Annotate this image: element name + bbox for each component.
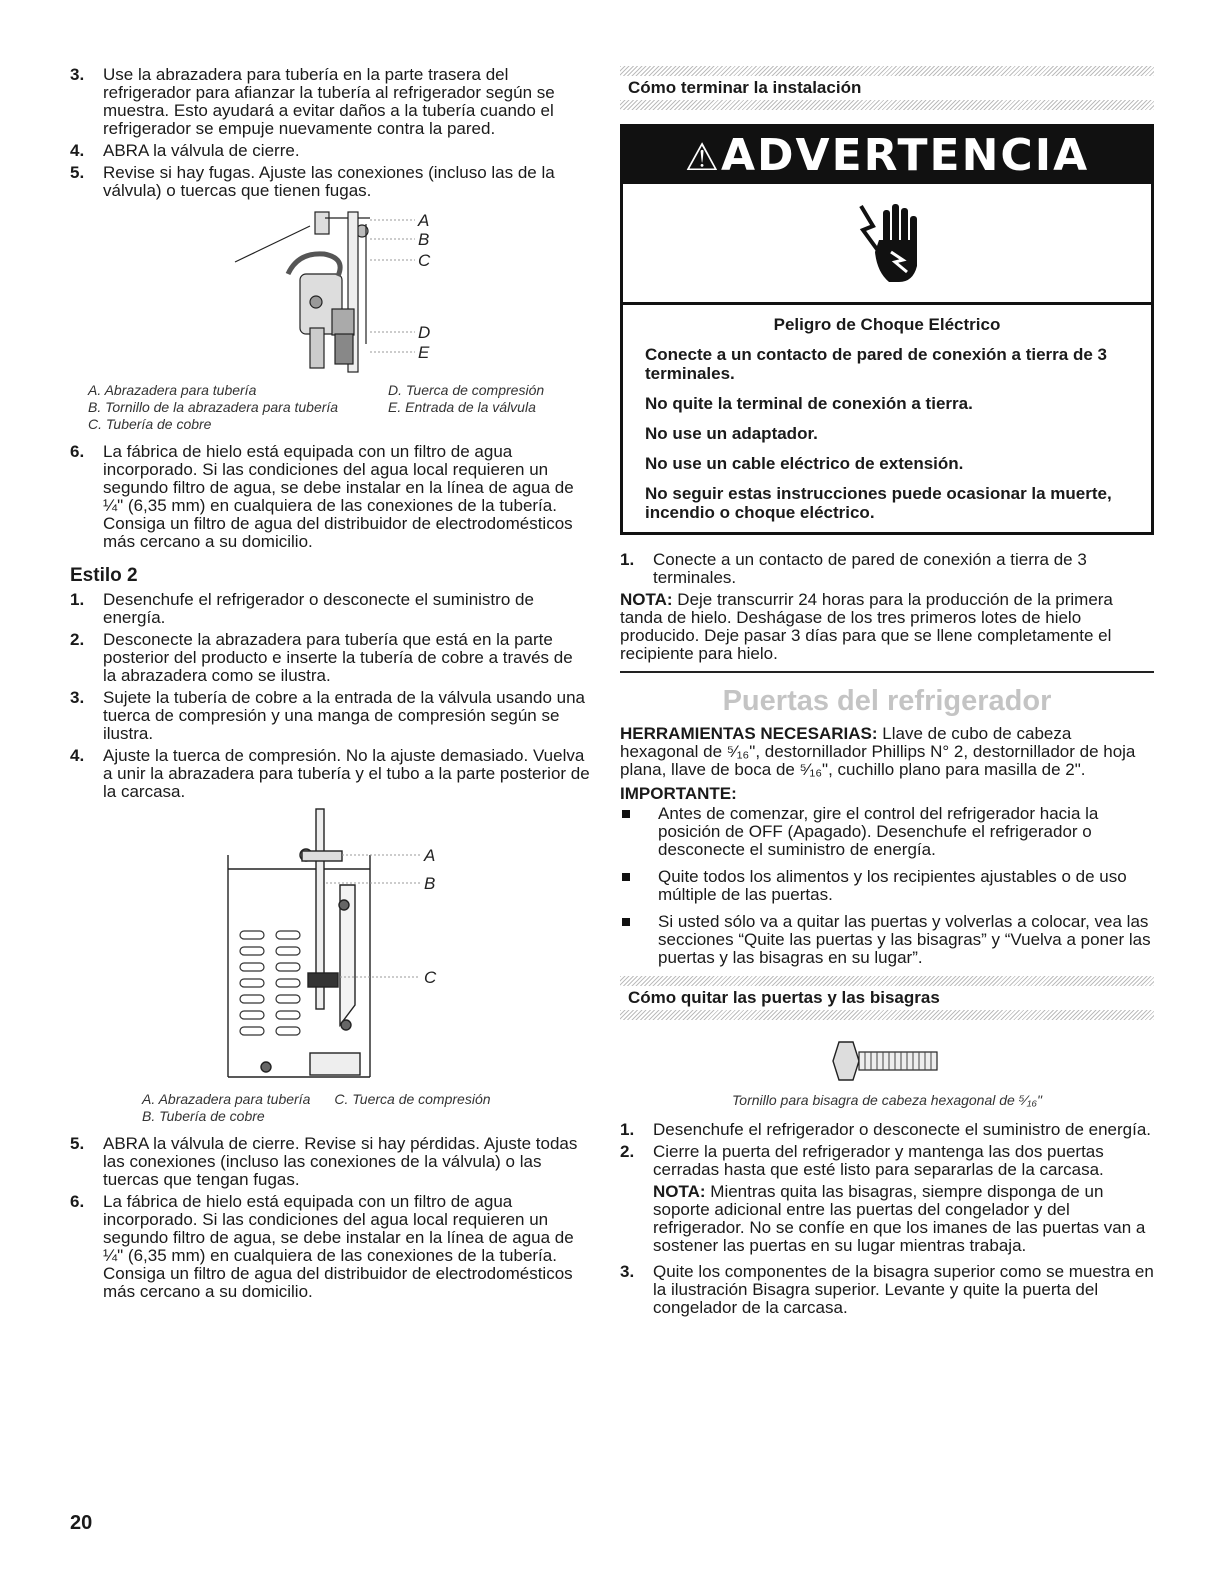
- list-item: [70, 631, 590, 685]
- list-item: [70, 1135, 590, 1189]
- estilo2-heading: Estilo 2: [70, 565, 138, 586]
- note2-label: NOTA:: [653, 1182, 706, 1201]
- section-rule: [620, 671, 1154, 673]
- step-text: La fábrica de hielo está equipada con un filtro de agua incorporado. Si las condiciones del agua local requieren un segundo filtro de agua, se debe instalar en la línea de agua de ¼" (6,35 mm) en cualquiera de las conexiones de la tubería. Consiga un filtro de agua del distribuidor de electrodomésticos más cercano a su domicilio.: [103, 442, 574, 551]
- caption-e: E. Entrada de la válvula: [388, 399, 536, 415]
- step-text: Desenchufe el refrigerador o desconecte el suministro de energía.: [103, 590, 534, 627]
- figure2-label-b: B: [424, 874, 436, 893]
- steps-list-remove-3: [620, 1263, 1154, 1317]
- figure1-captions: [70, 382, 590, 433]
- list-item: [620, 868, 1154, 904]
- list-item: [620, 805, 1154, 859]
- bullet-square-icon: [622, 810, 630, 818]
- caption-a: A. Abrazadera para tubería: [142, 1091, 311, 1107]
- list-item: [70, 689, 590, 743]
- figure-label-e: E: [418, 343, 430, 362]
- list-item: [620, 1121, 1154, 1139]
- note2-text: Mientras quita las bisagras, siempre disponga de un soporte adicional entre las puertas del congelador y del refrigerador. No se confíe en que los imanes de las puertas van a sostener las puertas en su lugar mientras trabaja.: [653, 1182, 1146, 1255]
- tools-paragraph: [620, 725, 1154, 779]
- warning-line: Conecte a un contacto de pared de conexión a tierra de 3 terminales.: [645, 345, 1107, 383]
- left-column: [70, 66, 590, 1305]
- step-text: ABRA la válvula de cierre. Revise si hay pérdidas. Ajuste todas las conexiones (incluso las conexiones de la válvula) o las tuercas que tengan fugas.: [103, 1134, 578, 1189]
- page-number: 20: [70, 1512, 93, 1534]
- figure-label-d: D: [418, 323, 431, 342]
- caption-a: A. Abrazadera para tubería: [88, 382, 257, 398]
- steps-list-a: [70, 66, 590, 200]
- section-title-doors: Puertas del refrigerador: [722, 685, 1052, 717]
- step-number: 6.: [70, 1192, 85, 1211]
- tools-text: Llave de cubo de cabeza hexagonal de ⁵⁄₁₆", destornillador Phillips N° 2, destornillador de hoja plana, llave de boca de ⁵⁄₁₆", cuchillo plano para masilla de 2".: [620, 724, 1136, 779]
- tools-label: HERRAMIENTAS NECESARIAS:: [620, 724, 878, 743]
- steps-list-remove: [620, 1121, 1154, 1179]
- step-number: 3.: [70, 65, 85, 84]
- hatch-divider: [620, 1010, 1154, 1020]
- screw-caption: Tornillo para bisagra de cabeza hexagonal de ⁵⁄₁₆": [732, 1092, 1042, 1108]
- list-item: [70, 1193, 590, 1301]
- list-item: [70, 443, 590, 551]
- steps-list-c: [70, 1135, 590, 1301]
- step-number: 3.: [620, 1262, 635, 1281]
- electric-shock-hand-icon: [855, 200, 925, 286]
- step-number: 1.: [620, 1120, 635, 1139]
- step-number: 4.: [70, 141, 85, 160]
- shock-hazard-icon-box: [623, 184, 1151, 305]
- note-text: Deje transcurrir 24 horas para la producción de la primera tanda de hielo. Deshágase de los tres primeros lotes de hielo producido. Deje pasar 3 días para que se llene completamente el recipiente para hielo.: [620, 590, 1113, 663]
- figure-label-c: C: [418, 251, 431, 270]
- step-text: Use la abrazadera para tubería en la parte trasera del refrigerador para afianzar la tubería al refrigerador según se muestra. Esto ayudará a evitar daños a la tubería cuando el refrigerador se empuje nuevamente contra la pared.: [103, 65, 555, 138]
- step-number: 5.: [70, 163, 85, 182]
- step-text: Conecte a un contacto de pared de conexión a tierra de 3 terminales.: [653, 550, 1087, 587]
- warning-line: No quite la terminal de conexión a tierra.: [645, 394, 973, 413]
- caption-b: B. Tornillo de la abrazadera para tubería: [88, 399, 339, 415]
- step-number: 6.: [70, 442, 85, 461]
- list-item: [70, 142, 590, 160]
- important-label: IMPORTANTE:: [620, 784, 737, 803]
- steps-list-6: [70, 443, 590, 551]
- list-item: [620, 551, 1154, 587]
- right-column: [620, 66, 1154, 1321]
- hex-head-screw-icon: [827, 1036, 947, 1086]
- list-item: [70, 591, 590, 627]
- warning-triangle-icon: ⚠: [684, 135, 721, 179]
- note-paragraph: [620, 591, 1154, 663]
- step-text: Revise si hay fugas. Ajuste las conexiones (incluso las de la válvula) o tuercas que tienen fugas.: [103, 163, 555, 200]
- bullet-text: Si usted sólo va a quitar las puertas y volverlas a colocar, vea las secciones “Quite las puertas y las bisagras” y “Vuelva a poner las puertas y las bisagras en su lugar”.: [658, 912, 1151, 967]
- figure2-label-a: A: [424, 846, 436, 865]
- caption-d: D. Tuerca de compresión: [388, 382, 545, 398]
- list-item: [620, 1263, 1154, 1317]
- warning-box: [620, 124, 1154, 535]
- valve-clamp-figure: [70, 204, 590, 376]
- step-text: Desenchufe el refrigerador o desconecte el suministro de energía.: [653, 1120, 1152, 1139]
- step-number: 2.: [70, 630, 85, 649]
- list-item: [70, 747, 590, 801]
- bullet-text: Antes de comenzar, gire el control del refrigerador hacia la posición de OFF (Apagado). Desenchufe el refrigerador o desconecte el suministro de energía.: [658, 804, 1099, 859]
- figure2-label-c: C: [424, 968, 437, 987]
- hatch-divider: [620, 976, 1154, 986]
- hatch-divider: [620, 66, 1154, 76]
- refrigerator-back-figure: [70, 805, 590, 1085]
- caption-b: B. Tubería de cobre: [142, 1108, 265, 1124]
- important-bullets: [620, 805, 1154, 967]
- bullet-square-icon: [622, 873, 630, 881]
- figure-label-a: A: [418, 211, 430, 230]
- step-text: Sujete la tubería de cobre a la entrada de la válvula usando una tuerca de compresión y una manga de compresión según se ilustra.: [103, 688, 586, 743]
- note-label: NOTA:: [620, 590, 673, 609]
- hatch-divider: [620, 100, 1154, 110]
- step-text: Ajuste la tuerca de compresión. No la ajuste demasiado. Vuelva a unir la abrazadera para tubería y el tubo a la parte posterior de la carcasa.: [103, 746, 590, 801]
- step-number: 1.: [620, 550, 635, 569]
- steps-list-finish: [620, 551, 1154, 587]
- steps-list-b: [70, 591, 590, 801]
- section-heading-remove-doors: Cómo quitar las puertas y las bisagras: [628, 988, 940, 1007]
- list-item: [620, 1143, 1154, 1179]
- list-item: [620, 913, 1154, 967]
- step-text: Cierre la puerta del refrigerador y mantenga las dos puertas cerradas hasta que esté listo para separarlas de la carcasa.: [653, 1142, 1104, 1179]
- bullet-square-icon: [622, 918, 630, 926]
- list-item: [70, 164, 590, 200]
- step-text: La fábrica de hielo está equipada con un filtro de agua incorporado. Si las condiciones del agua local requieren un segundo filtro de agua, se debe instalar en la línea de agua de ¼" (6,35 mm) en cualquiera de las conexiones de la tubería. Consiga un filtro de agua del distribuidor de electrodomésticos más cercano a su domicilio.: [103, 1192, 574, 1301]
- caption-c: C. Tuerca de compresión: [334, 1091, 491, 1107]
- warning-body: [623, 305, 1151, 532]
- step-number: 4.: [70, 746, 85, 765]
- warning-line: No use un cable eléctrico de extensión.: [645, 454, 964, 473]
- warning-line: No use un adaptador.: [645, 424, 818, 443]
- step-number: 1.: [70, 590, 85, 609]
- warning-title: [623, 127, 1151, 184]
- warning-line: No seguir estas instrucciones puede ocasionar la muerte, incendio o choque eléctrico.: [645, 484, 1112, 522]
- step-text: Desconecte la abrazadera para tubería que está en la parte posterior del producto e inserte la tubería de cobre a través de la abrazadera como se ilustra.: [103, 630, 573, 685]
- step-number: 5.: [70, 1134, 85, 1153]
- warning-title-text: ADVERTENCIA: [720, 130, 1090, 181]
- step-text: Quite los componentes de la bisagra superior como se muestra en la ilustración Bisagra superior. Levante y quite la puerta del congelador de la carcasa.: [653, 1262, 1154, 1317]
- section-heading-finish-install: Cómo terminar la instalación: [628, 78, 862, 97]
- list-item: [70, 66, 590, 138]
- caption-c: C. Tubería de cobre: [88, 416, 212, 432]
- step-number: 2.: [620, 1142, 635, 1161]
- figure-label-b: B: [418, 230, 430, 249]
- step-number: 3.: [70, 688, 85, 707]
- note2-paragraph: [653, 1183, 1154, 1255]
- step-text: ABRA la válvula de cierre.: [103, 141, 300, 160]
- bullet-text: Quite todos los alimentos y los recipientes ajustables o de uso múltiple de las puertas.: [658, 867, 1127, 904]
- warning-subtitle: Peligro de Choque Eléctrico: [773, 315, 1001, 334]
- figure2-captions: [70, 1091, 590, 1125]
